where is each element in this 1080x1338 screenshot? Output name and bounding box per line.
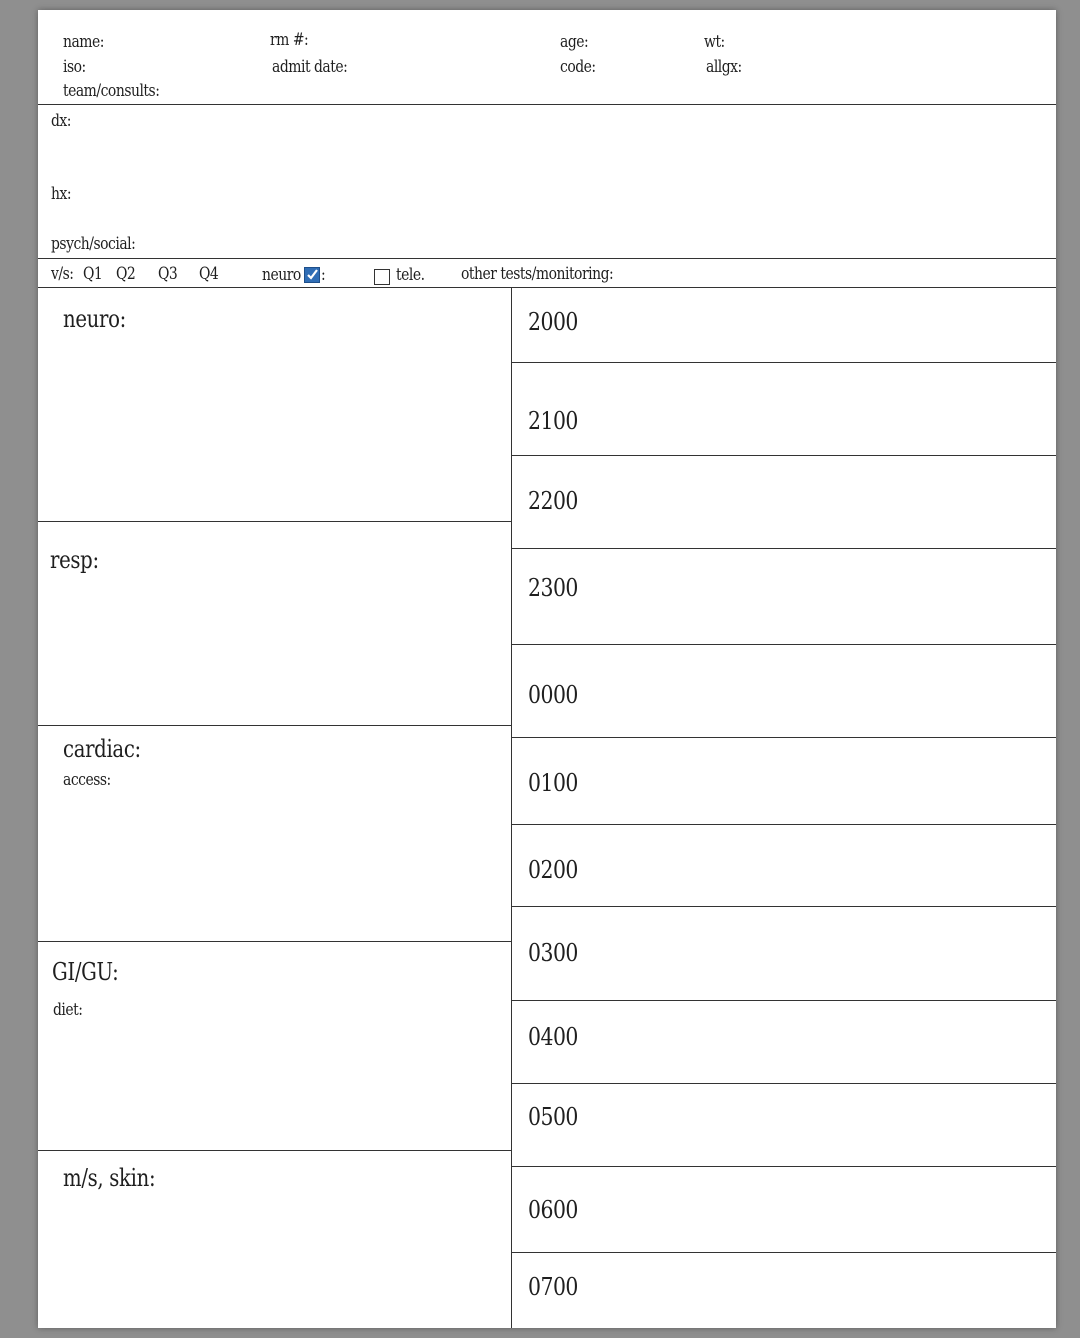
access-label: access: (63, 770, 111, 790)
cardiac-section-title: cardiac: (63, 735, 141, 763)
room-number-label: rm #: (270, 30, 309, 50)
vs-option-q1[interactable]: Q1 (83, 264, 103, 284)
time-divider (512, 455, 1056, 456)
resp-section-title: resp: (50, 546, 99, 574)
time-slot-2200: 2200 (528, 487, 578, 515)
time-divider (512, 824, 1056, 825)
time-slot-0600: 0600 (528, 1196, 578, 1224)
checkmark-icon (306, 268, 319, 281)
column-divider (511, 288, 512, 1328)
tele-checkbox[interactable] (374, 269, 390, 285)
neuro-checkbox[interactable] (304, 267, 320, 283)
time-divider (512, 737, 1056, 738)
time-divider (512, 1252, 1056, 1253)
history-divider (38, 258, 1056, 259)
ms-skin-section-title: m/s, skin: (63, 1164, 156, 1192)
admit-date-label: admit date: (272, 57, 348, 77)
team-consults-label: team/consults: (63, 81, 160, 101)
time-slot-0100: 0100 (528, 769, 578, 797)
name-label: name: (63, 32, 104, 52)
iso-label: iso: (63, 57, 86, 77)
time-slot-2300: 2300 (528, 574, 578, 602)
time-slot-0000: 0000 (528, 681, 578, 709)
weight-label: wt: (704, 32, 725, 52)
time-slot-0300: 0300 (528, 939, 578, 967)
vital-signs-label: v/s: (51, 264, 74, 284)
header-divider (38, 104, 1056, 105)
time-divider (512, 1083, 1056, 1084)
vs-option-q2[interactable]: Q2 (116, 264, 136, 284)
time-divider (512, 362, 1056, 363)
time-slot-0500: 0500 (528, 1103, 578, 1131)
neuro-check-label: neuro (262, 265, 301, 285)
neuro-divider (38, 521, 512, 522)
time-slot-0200: 0200 (528, 856, 578, 884)
time-divider (512, 548, 1056, 549)
allergies-label: allgx: (706, 57, 742, 77)
diagnosis-label: dx: (51, 111, 72, 131)
history-label: hx: (51, 184, 72, 204)
vs-option-q4[interactable]: Q4 (199, 264, 219, 284)
neuro-colon: : (321, 265, 326, 285)
time-slot-0700: 0700 (528, 1273, 578, 1301)
report-sheet (38, 10, 1056, 1328)
tele-label: tele. (396, 265, 425, 285)
psych-social-label: psych/social: (51, 234, 136, 254)
vs-option-q3[interactable]: Q3 (158, 264, 178, 284)
gigu-section-title: GI/GU: (52, 958, 119, 986)
monitoring-divider (38, 287, 1056, 288)
time-divider (512, 1000, 1056, 1001)
neuro-section-title: neuro: (63, 305, 126, 333)
cardiac-divider (38, 941, 512, 942)
time-divider (512, 644, 1056, 645)
time-slot-2100: 2100 (528, 407, 578, 435)
other-tests-label: other tests/monitoring: (461, 264, 614, 284)
gigu-divider (38, 1150, 512, 1151)
age-label: age: (560, 32, 589, 52)
time-slot-2000: 2000 (528, 308, 578, 336)
time-slot-0400: 0400 (528, 1023, 578, 1051)
time-divider (512, 906, 1056, 907)
resp-divider (38, 725, 512, 726)
diet-label: diet: (53, 1000, 83, 1020)
code-label: code: (560, 57, 596, 77)
time-divider (512, 1166, 1056, 1167)
